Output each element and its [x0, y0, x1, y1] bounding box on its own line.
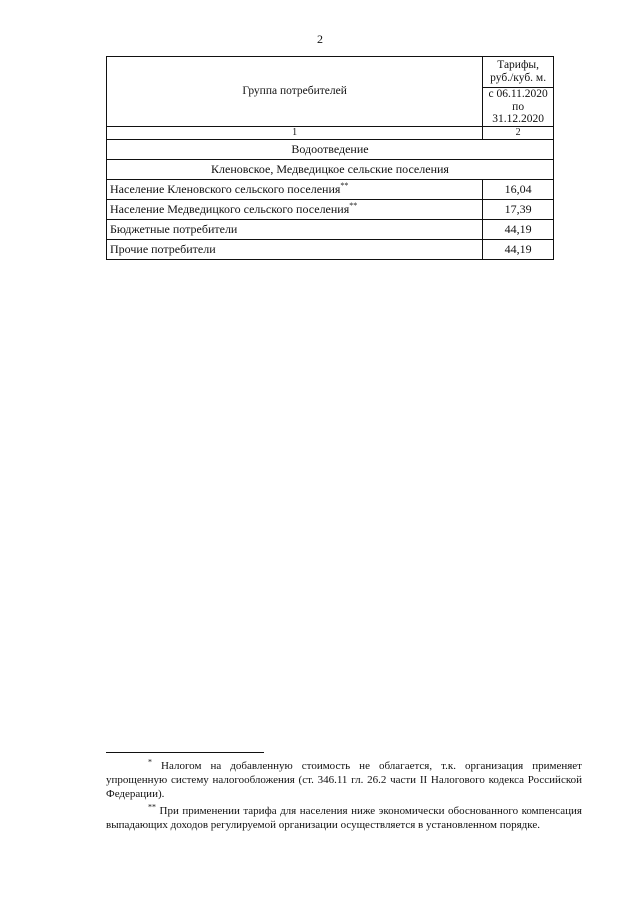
- row-value: 44,19: [483, 239, 554, 259]
- section-row: [107, 139, 554, 159]
- tariff-table: [106, 56, 554, 260]
- table-row: [107, 179, 554, 199]
- footnote-mark: *: [148, 757, 152, 767]
- footnote-1: * Налогом на добавленную стоимость не облагается, т.к. организация применяет упрощенную систему налогообложения (ст. 346.11 гл. 26.2 части II Налогового кодекса Российской Федерации).: [106, 757, 582, 800]
- subsection-title: Кленовское, Медведицкое сельские поселения: [107, 159, 554, 179]
- header-consumer-group: Группа потребителей: [107, 57, 483, 127]
- header-period: с 06.11.2020 по 31.12.2020: [483, 88, 554, 127]
- row-label: Население Медведицкого сельского поселения**: [107, 199, 483, 219]
- header-tariff: Тарифы, руб./куб. м.: [483, 57, 554, 88]
- table-row: [107, 219, 554, 239]
- footnote-mark: **: [148, 802, 156, 812]
- column-number-row: [107, 126, 554, 139]
- table-header-row: [107, 57, 554, 88]
- footnote-mark: **: [349, 200, 358, 210]
- subsection-row: [107, 159, 554, 179]
- section-title: Водоотведение: [107, 139, 554, 159]
- row-label: Население Кленовского сельского поселения**: [107, 179, 483, 199]
- row-value: 16,04: [483, 179, 554, 199]
- table-row: [107, 239, 554, 259]
- column-number-2: 2: [483, 126, 554, 139]
- footnote-mark: **: [340, 180, 349, 190]
- table-row: [107, 199, 554, 219]
- column-number-1: 1: [107, 126, 483, 139]
- footnote-2: ** При применении тарифа для населения ниже экономически обоснованного компенсация выпадающих доходов регулируемой организации осуществляется в установленном порядке.: [106, 802, 582, 831]
- row-value: 17,39: [483, 199, 554, 219]
- footnote-divider: [106, 752, 264, 753]
- row-label: Бюджетные потребители: [107, 219, 483, 239]
- footnotes: [106, 757, 582, 837]
- row-value: 44,19: [483, 219, 554, 239]
- page-number: 2: [317, 32, 323, 46]
- row-label: Прочие потребители: [107, 239, 483, 259]
